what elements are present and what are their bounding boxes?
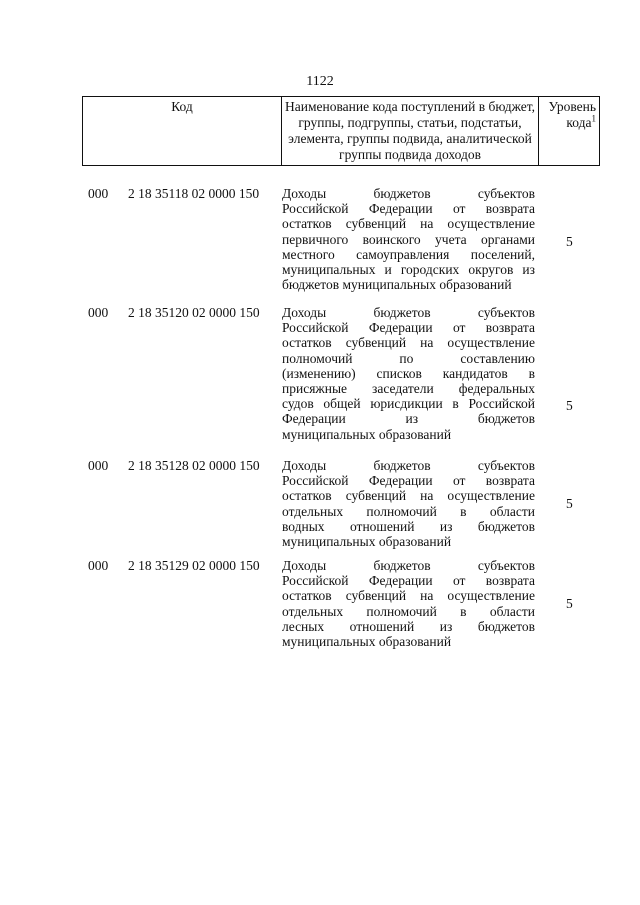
entry-description bbox=[282, 558, 535, 649]
entry-description-line: первичного воинского учета органами bbox=[282, 231, 535, 247]
entry-prefix: 000 bbox=[88, 558, 109, 573]
entry-description-line: остатков субвенций на осуществление bbox=[282, 588, 535, 604]
entry-description-line: муниципальных образований bbox=[282, 534, 452, 550]
entry-description-line: Российской Федерации от возврата bbox=[282, 201, 535, 217]
header-level-footnote: 1 bbox=[591, 113, 596, 124]
header-table bbox=[82, 96, 600, 166]
entry-description-line: полномочий по составлению bbox=[282, 350, 535, 366]
header-name: Наименование кода поступлений в бюджет, группы, подгруппы, статьи, подстатьи, элемента, группы подвида, аналитической группы подвида доходов bbox=[282, 97, 539, 166]
entry-prefix: 000 bbox=[88, 305, 109, 320]
entry-description-line: остатков субвенций на осуществление bbox=[282, 216, 535, 232]
header-level-label: Уровень кода bbox=[548, 99, 596, 130]
entry-description-line: остатков субвенций на осуществление bbox=[282, 488, 535, 504]
entry-code: 2 18 35120 02 0000 150 bbox=[128, 305, 260, 320]
entry-description-line: Доходы бюджетов субъектов bbox=[282, 458, 535, 473]
entry-description-line: присяжные заседатели федеральных bbox=[282, 381, 535, 397]
entry-description-line: Доходы бюджетов субъектов bbox=[282, 558, 535, 573]
entry-description-line: отдельных полномочий в области bbox=[282, 603, 535, 619]
entry-level: 5 bbox=[566, 234, 573, 249]
entry-description-line: муниципальных образований bbox=[282, 426, 452, 442]
entry-description-line: Российской Федерации от возврата bbox=[282, 320, 535, 336]
entry-description-line: Российской Федерации от возврата bbox=[282, 573, 535, 589]
entry-level: 5 bbox=[566, 596, 573, 611]
entry-description-line: водных отношений из бюджетов bbox=[282, 518, 535, 534]
entry-code: 2 18 35129 02 0000 150 bbox=[128, 558, 260, 573]
entry-description-line: Доходы бюджетов субъектов bbox=[282, 305, 535, 320]
entry-description-line: местного самоуправления поселений, bbox=[282, 246, 535, 262]
entry-description-line: (изменению) списков кандидатов в bbox=[282, 365, 535, 381]
entry-description-line: Доходы бюджетов субъектов bbox=[282, 186, 535, 201]
entry-prefix: 000 bbox=[88, 458, 109, 473]
entry-code: 2 18 35128 02 0000 150 bbox=[128, 458, 260, 473]
entry-description-line: лесных отношений из бюджетов bbox=[282, 618, 535, 634]
entry-description-line: остатков субвенций на осуществление bbox=[282, 335, 535, 351]
entry-description bbox=[282, 458, 535, 549]
entry-description-line: судов общей юрисдикции в Российской bbox=[282, 396, 535, 412]
entry-description bbox=[282, 305, 535, 442]
entry-level: 5 bbox=[566, 496, 573, 511]
header-level bbox=[539, 97, 600, 166]
header-code: Код bbox=[83, 97, 282, 166]
entry-description-line: отдельных полномочий в области bbox=[282, 503, 535, 519]
entry-description-line: Российской Федерации от возврата bbox=[282, 473, 535, 489]
entry-description-line: муниципальных и городских округов из bbox=[282, 262, 535, 278]
entry-prefix: 000 bbox=[88, 186, 109, 201]
entry-code: 2 18 35118 02 0000 150 bbox=[128, 186, 260, 201]
entry-description bbox=[282, 186, 535, 292]
entry-level: 5 bbox=[566, 398, 573, 413]
entry-description-line: муниципальных образований bbox=[282, 634, 452, 650]
entry-description-line: Федерации из бюджетов bbox=[282, 411, 535, 427]
page-number: 1122 bbox=[306, 74, 334, 89]
entry-description-line: бюджетов муниципальных образований bbox=[282, 277, 512, 293]
